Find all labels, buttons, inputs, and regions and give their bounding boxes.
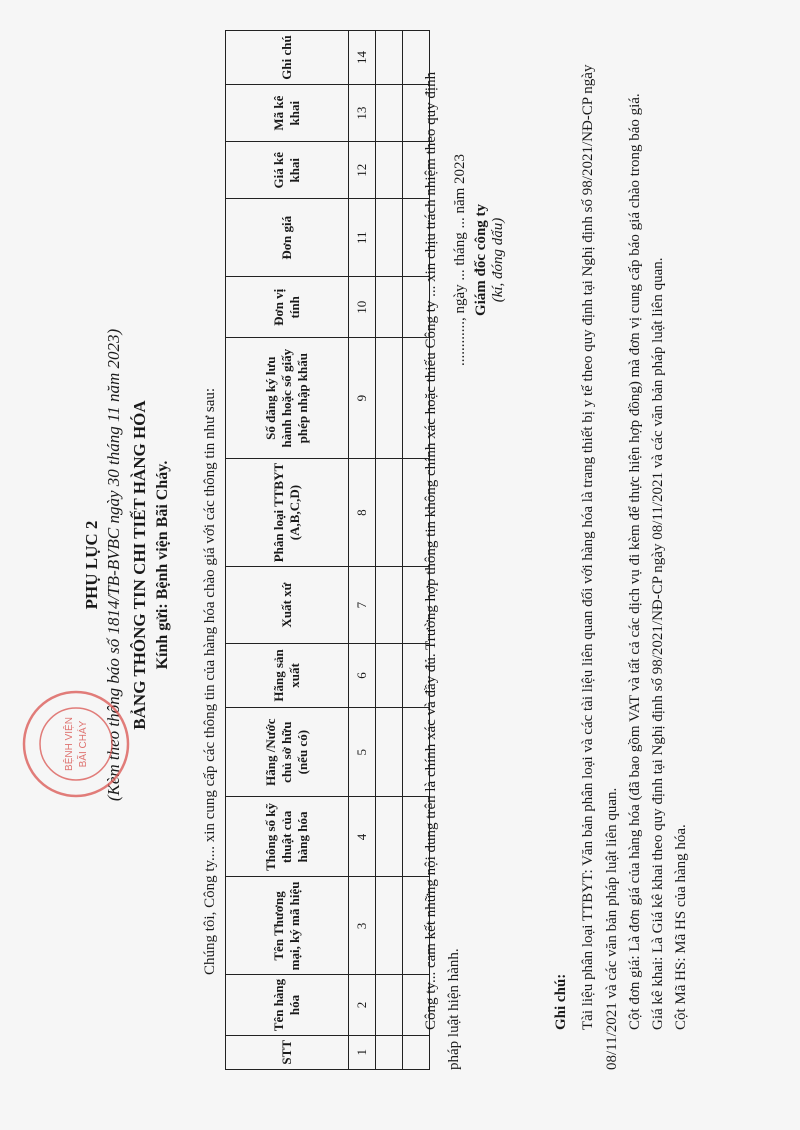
table-cell: [376, 975, 403, 1035]
col-header: Mã kê khai: [226, 85, 349, 142]
col-header: Tên Thương mại, ký mã hiệu: [226, 877, 349, 975]
svg-text:BỆNH VIỆN: BỆNH VIỆN: [64, 717, 75, 771]
col-header: Hãng sản xuất: [226, 643, 349, 707]
notes-heading: Ghi chú:: [553, 973, 569, 1030]
form-title: BẢNG THÔNG TIN CHI TIẾT HÀNG HÓA: [130, 400, 149, 730]
notes-section: [550, 40, 694, 1070]
hospital-stamp: [20, 688, 132, 800]
table-cell: 4: [349, 797, 376, 877]
table-row: [376, 31, 403, 1070]
table-cell: 10: [349, 277, 376, 338]
reference-line: (Kèm theo thông báo số 1814/TB-BVBC ngày 30 tháng 11 năm 2023): [104, 328, 123, 802]
signature-block: [452, 110, 507, 410]
col-header: Ghi chú: [226, 31, 349, 85]
note-item: Tài liệu phân loại TTBYT: Văn bản phân loại và các tài liệu liên quan đối với hàng hóa là trang thiết bị y tế theo quy định tại Nghị định số 98/2021/NĐ-CP ngày 08/11/2021 và các văn bản pháp luật liên quan.: [580, 64, 620, 1070]
date-line: ............, ngày ... tháng ... năm 2023: [452, 153, 468, 367]
table-cell: [376, 567, 403, 644]
table-cell: [376, 199, 403, 277]
table-cell: 11: [349, 199, 376, 277]
table-cell: 9: [349, 338, 376, 459]
note-item: Giá kê khai: Là Giá kê khai theo quy định tại Nghị định số 98/2021/NĐ-CP ngày 08/11/2021 và các văn bản pháp luật liên quan.: [650, 257, 666, 1030]
table-cell: 8: [349, 458, 376, 566]
title-block: [20, 30, 172, 1100]
table-cell: [376, 643, 403, 707]
addressee: Kính gửi: Bệnh viện Bãi Cháy.: [154, 460, 171, 670]
number-row: [349, 31, 376, 1070]
table-cell: [376, 1035, 403, 1069]
table-cell: 12: [349, 142, 376, 199]
table-cell: [376, 707, 403, 797]
note-item: Cột Mã HS: Mã HS của hàng hóa.: [673, 824, 690, 1030]
table-cell: [376, 877, 403, 975]
table-cell: [376, 797, 403, 877]
rotated-sheet: [20, 30, 780, 1100]
table-cell: [376, 458, 403, 566]
table-cell: [376, 338, 403, 459]
col-header: STT: [226, 1035, 349, 1069]
col-header: Đơn vị tính: [226, 277, 349, 338]
signer-title: Giám đốc công ty: [473, 203, 489, 317]
goods-table: [225, 30, 430, 1070]
col-header: Tên hàng hóa: [226, 975, 349, 1035]
table-cell: 2: [349, 975, 376, 1035]
col-header: Giá kê khai: [226, 142, 349, 199]
intro-text: Chúng tôi, Công ty.... xin cung cấp các thông tin của hàng hóa chào giá với các thông tin như sau:: [202, 387, 218, 975]
table-cell: 13: [349, 85, 376, 142]
table-cell: 3: [349, 877, 376, 975]
col-header: Thông số kỹ thuật của hàng hóa: [226, 797, 349, 877]
table-cell: [376, 142, 403, 199]
table-cell: [376, 31, 403, 85]
table-cell: 6: [349, 643, 376, 707]
table-cell: [376, 277, 403, 338]
table-cell: 1: [349, 1035, 376, 1069]
col-header: Hãng /Nước chủ sở hữu (nếu có): [226, 707, 349, 797]
table-cell: 7: [349, 567, 376, 644]
col-header: Phân loại TTBYT (A,B,C,D): [226, 458, 349, 566]
col-header: Số đăng ký lưu hành hoặc số giấy phép nhập khẩu: [226, 338, 349, 459]
commitment-text: Công ty... cam kết những nội dung trên là chính xác và đầy đủ. Trường hợp thông tin không chính xác hoặc thiếu Công ty ... xin chịu trách nhiệm theo quy định pháp luật hiện hành.: [423, 71, 462, 1070]
svg-text:BÃI CHÁY: BÃI CHÁY: [78, 720, 89, 768]
col-header: Đơn giá: [226, 199, 349, 277]
col-header: Xuất xứ: [226, 567, 349, 644]
header-row: [226, 31, 349, 1070]
table-cell: 5: [349, 707, 376, 797]
signature-note: (kí, đóng dấu): [490, 217, 506, 303]
table-cell: 14: [349, 31, 376, 85]
note-item: Cột đơn giá: Là đơn giá của hàng hóa (đã bao gồm VAT và tất cả các dịch vụ đi kèm để thực hiện hợp đồng) mà đơn vị cung cấp báo giá chào trong báo giá.: [626, 93, 643, 1030]
appendix-title: PHỤ LỤC 2: [82, 520, 101, 610]
table-cell: [376, 85, 403, 142]
